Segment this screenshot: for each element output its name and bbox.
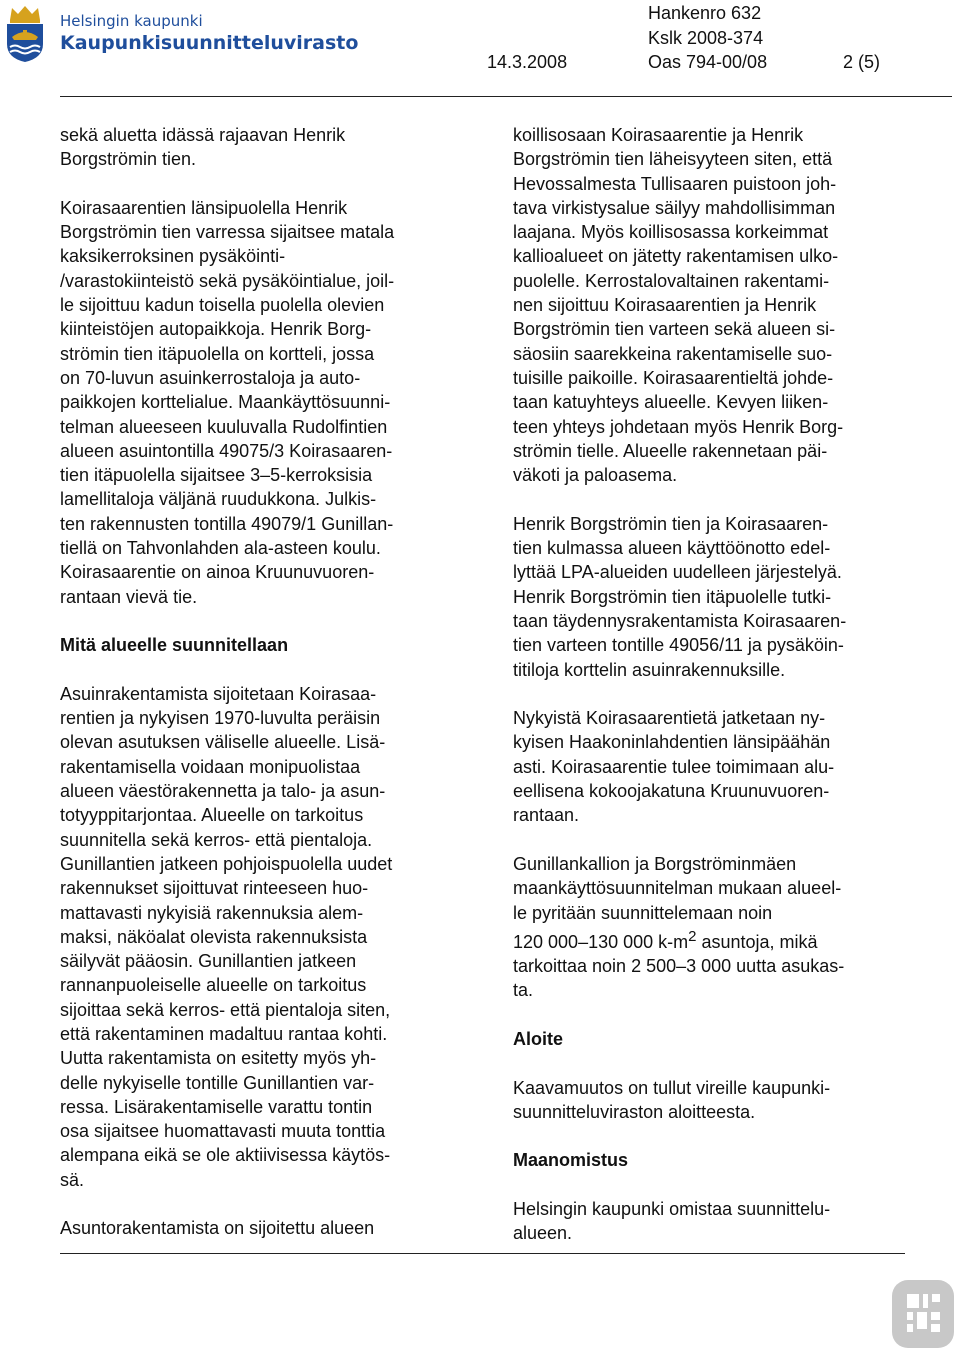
text-line: delle nykyiselle tontille Gunillantien var- xyxy=(60,1072,375,1093)
text-line: rakentamisella voidaan monipuolistaa xyxy=(60,756,361,777)
text-line: taan katuyhteys alueelle. Kevyen liiken- xyxy=(513,392,829,413)
text-line: alueen asuintontilla 49075/3 Koirasaaren- xyxy=(60,440,393,461)
text-line: koillisosaan Koirasaarentie ja Henrik xyxy=(513,125,804,145)
text-line: Asuinrakentamista sijoitetaan Koirasaa- xyxy=(60,683,377,704)
text-line: Henrik Borgströmin tien itäpuolelle tutki- xyxy=(513,586,832,607)
page-number: 2 (5) xyxy=(843,52,881,72)
text-line: tarkoittaa noin 2 500–3 000 uutta asukas- xyxy=(513,956,845,977)
text-line: /varastokiinteistö sekä pysäköintialue, joil- xyxy=(60,270,395,291)
superscript-2: 2 xyxy=(688,927,697,945)
oas-number: Oas 794-00/08 xyxy=(648,52,768,72)
text-line: sijoittaa sekä kerros- että pientaloja siten, xyxy=(60,999,391,1020)
text-line: Nykyistä Koirasaarentietä jatketaan ny- xyxy=(513,708,826,729)
paragraph xyxy=(513,512,913,682)
text-line: ta. xyxy=(513,980,534,1001)
text-line: alempana eikä se ole aktiivisessa käytös- xyxy=(60,1145,391,1166)
text-line: Borgströmin tien varteen sekä alueen si- xyxy=(513,319,836,340)
text-line: rannanpuoleiselle alueelle on tarkoitus xyxy=(60,975,367,996)
text-line: kallioalueet on jätetty rakentamisen ulko- xyxy=(513,246,839,267)
text-line: Uutta rakentamista on esitetty myös yh- xyxy=(60,1048,377,1069)
section-heading-aloite: Aloite xyxy=(513,1028,564,1049)
text-line: ressa. Lisärakentamiselle varattu tontin xyxy=(60,1096,373,1117)
org-city: Helsingin kaupunki xyxy=(60,12,203,30)
text-line: Borgströmin tien varressa sijaitsee matala xyxy=(60,222,395,243)
text-line: Helsingin kaupunki omistaa suunnittelu- xyxy=(513,1199,831,1220)
text-line: tien kulmassa alueen käyttöönotto edel- xyxy=(513,538,831,559)
text-line: säilyvät pääosin. Gunillantien jatkeen xyxy=(60,951,357,972)
header-divider xyxy=(60,96,952,97)
text-line: paikkojen korttelialue. Maankäyttösuunni- xyxy=(60,392,391,413)
text-line: laajana. Myös koillisosassa korkeimmat xyxy=(513,222,829,243)
text-line: rentien ja nykyisen 1970-luvulta peräisin xyxy=(60,708,381,729)
text-line: taan täydennysrakentamista Koirasaaren- xyxy=(513,610,847,631)
section-heading: Mitä alueelle suunnitellaan xyxy=(60,635,289,656)
text-line: Koirasaarentien länsipuolella Henrik xyxy=(60,197,348,218)
text-line: rakennukset sijoittuvat rinteeseen huo- xyxy=(60,878,369,899)
text-line: telman alueeseen kuuluvalla Rudolfintien xyxy=(60,416,388,437)
text-line: rantaan vievä tie. xyxy=(60,586,198,607)
paragraph xyxy=(60,123,460,172)
paragraph xyxy=(60,1216,460,1240)
text-line: alueen väestörakennetta ja talo- ja asun- xyxy=(60,781,386,802)
text-line: puolelle. Kerrostalovaltainen rakentami- xyxy=(513,270,830,291)
text-line: le sijoittuu kadun toisella puolella olevien xyxy=(60,295,385,316)
text-line: Gunillantien jatkeen pohjoispuolella uudet xyxy=(60,853,393,874)
text-line xyxy=(513,925,913,954)
text-line: säosiin saarekkeina rakentamiselle suo- xyxy=(513,343,833,364)
text-line: suunnitteluviraston aloitteesta. xyxy=(513,1101,756,1122)
text-line: Henrik Borgströmin tien ja Koirasaaren- xyxy=(513,513,829,534)
document-date: 14.3.2008 xyxy=(487,52,568,72)
floor-area-value: 120 000–130 000 k-m xyxy=(513,931,689,952)
helsinki-grid-logo-icon xyxy=(892,1280,954,1348)
text-line: lyttää LPA-alueiden uudelleen järjestelyä. xyxy=(513,562,842,583)
text-line: Asuntorakentamista on sijoitettu alueen xyxy=(60,1218,375,1239)
left-column xyxy=(60,123,460,1265)
text-line: ten rakennusten tontilla 49079/1 Gunillan- xyxy=(60,513,394,534)
text-line: kaksikerroksinen pysäköinti- xyxy=(60,246,286,267)
text-line: strömin tielle. Alueelle rakennetaan päi- xyxy=(513,440,828,461)
text-line: tien varteen tontille 49056/11 ja pysäköin- xyxy=(513,635,844,656)
text-line: kiinteistöjen autopaikkoja. Henrik Borg- xyxy=(60,319,372,340)
text-line: kyisen Haakoninlahdentien länsipäähän xyxy=(513,732,831,753)
text-line: eellisena kokoojakatuna Kruunuvuoren- xyxy=(513,781,830,802)
text-line: Borgströmin tien. xyxy=(60,149,197,170)
helsinki-crest-icon xyxy=(3,4,47,64)
paragraph xyxy=(513,706,913,827)
text-line: maankäyttösuunnitelman mukaan alueel- xyxy=(513,878,842,899)
text-line: maksi, näköalat olevista rakennuksista xyxy=(60,926,368,947)
text-line: suunnitella sekä kerros- että pientaloja. xyxy=(60,829,373,850)
text-line: lamellitaloja väljänä ruudukkona. Julkis- xyxy=(60,489,377,510)
paragraph xyxy=(60,682,460,1192)
right-column xyxy=(513,123,913,1270)
text-line: tien itäpuolella sijaitsee 3–5-kerroksisia xyxy=(60,465,373,486)
text-line: mattavasti nykyisiä rakennuksia alem- xyxy=(60,902,364,923)
text-line: Hevossalmesta Tullisaaren puistoon joh- xyxy=(513,173,837,194)
text-line: Gunillankallion ja Borgströminmäen xyxy=(513,853,797,874)
text-line: nen sijoittuu Koirasaarentien ja Henrik xyxy=(513,295,817,316)
text-line: väkoti ja paloasema. xyxy=(513,465,678,486)
text-fragment: asuntoja, mikä xyxy=(696,931,818,952)
paragraph xyxy=(513,1076,913,1125)
text-line: tuisille paikoille. Koirasaarentieltä johde- xyxy=(513,367,834,388)
text-line: tava virkistysalue säilyy mahdollisimman xyxy=(513,197,836,218)
text-line: rantaan. xyxy=(513,805,580,826)
paragraph xyxy=(513,852,913,1003)
section-heading-maanomistus: Maanomistus xyxy=(513,1150,629,1171)
text-line: tiellä on Tahvonlahden ala-asteen koulu. xyxy=(60,538,381,559)
text-line: sekä aluetta idässä rajaavan Henrik xyxy=(60,125,346,145)
text-line: sä. xyxy=(60,1169,85,1190)
text-line: teen yhteys johdetaan myös Henrik Borg- xyxy=(513,416,844,437)
paragraph xyxy=(513,1197,913,1246)
text-line: on 70-luvun asuinkerrostaloja ja auto- xyxy=(60,367,361,388)
text-line: osa sijaitsee huomattavasti muuta tonttia xyxy=(60,1121,386,1142)
text-line: asti. Koirasaarentie tulee toimimaan alu- xyxy=(513,756,835,777)
project-number: Hankenro 632 xyxy=(648,3,762,23)
text-line: Borgströmin tien läheisyyteen siten, että xyxy=(513,149,833,170)
text-line: le pyritään suunnittelemaan noin xyxy=(513,902,773,923)
kslk-number: Kslk 2008-374 xyxy=(648,28,764,48)
text-line: alueen. xyxy=(513,1223,573,1244)
text-line: että rakentaminen madaltuu rantaa kohti. xyxy=(60,1023,388,1044)
text-line: olevan asutuksen väliselle alueelle. Lisä- xyxy=(60,732,386,753)
paragraph xyxy=(60,196,460,609)
text-line: titiloja korttelin asuinrakennuksille. xyxy=(513,659,786,680)
footer-divider xyxy=(60,1253,905,1254)
org-department: Kaupunkisuunnitteluvirasto xyxy=(60,32,359,54)
organization-name xyxy=(60,12,358,55)
paragraph xyxy=(513,123,913,487)
text-line: Kaavamuutos on tullut vireille kaupunki- xyxy=(513,1077,831,1098)
text-line: totyyppitarjontaa. Alueelle on tarkoitus xyxy=(60,805,364,826)
text-line: Koirasaarentie on ainoa Kruunuvuoren- xyxy=(60,562,375,583)
text-line: strömin tien itäpuolella on kortteli, jossa xyxy=(60,343,375,364)
